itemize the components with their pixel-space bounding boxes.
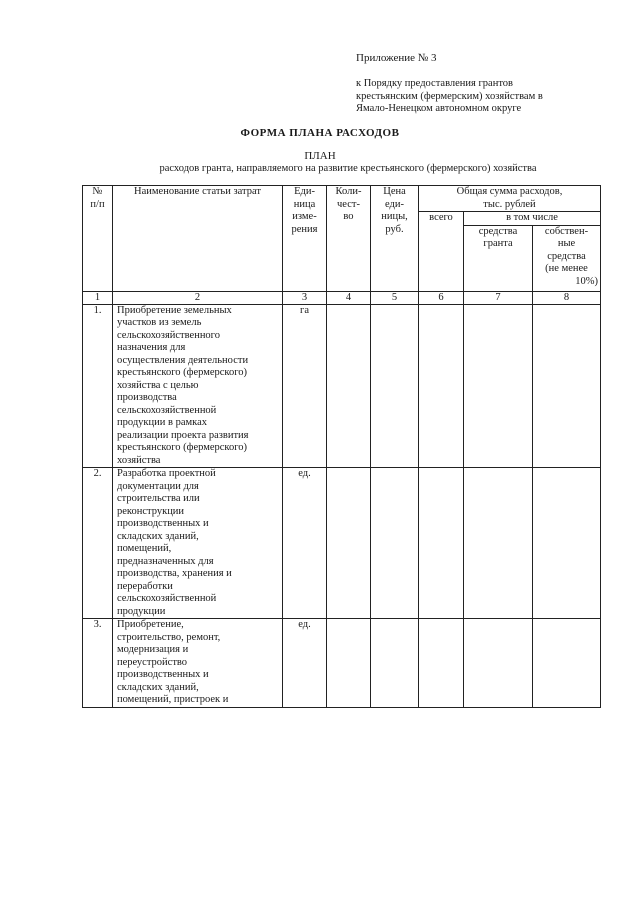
row-name-line: Приобретение земельных	[117, 304, 232, 316]
row-name-line: хозяйства с целью	[117, 379, 199, 391]
header-num-line: №	[92, 186, 103, 197]
row-unit: ед.	[283, 468, 327, 619]
row-name-line: производственных и	[117, 518, 209, 529]
header-grant-line: гранта	[483, 238, 513, 249]
row-name-line: назначения для	[117, 342, 186, 353]
row-name-line: сельскохозяйственной	[117, 404, 217, 416]
row-qty-cell[interactable]	[327, 304, 371, 468]
header-unit-line: Еди-	[294, 186, 315, 197]
row-name-line: Разработка проектной	[117, 468, 216, 479]
table-row	[83, 468, 601, 619]
header-qty	[327, 186, 371, 292]
column-number: 4	[327, 291, 371, 304]
row-name	[113, 468, 283, 619]
column-number: 7	[464, 291, 533, 304]
table-row	[83, 619, 601, 708]
row-name-line: переработки	[117, 580, 173, 592]
row-name-line: хозяйства	[117, 454, 161, 466]
row-name-line: сельскохозяйственной	[117, 593, 217, 604]
row-name-line: реализации проекта развития	[117, 429, 249, 441]
row-num: 1.	[83, 304, 113, 468]
row-name-line: производства	[117, 392, 177, 403]
row-name-line: помещений, пристроек и	[117, 694, 229, 705]
header-price	[371, 186, 419, 292]
row-name-line: участков из земель	[117, 317, 202, 328]
header-name: Наименование статьи затрат	[113, 186, 283, 292]
row-grant-cell[interactable]	[464, 304, 533, 468]
row-name-line: реконструкции	[117, 505, 185, 517]
header-qty-line: во	[343, 211, 354, 222]
row-own-cell[interactable]	[533, 619, 601, 708]
row-price-cell[interactable]	[371, 468, 419, 619]
header-unit-line: изме-	[292, 211, 317, 222]
row-own-cell[interactable]	[533, 468, 601, 619]
row-grant-cell[interactable]	[464, 468, 533, 619]
row-unit: га	[283, 304, 327, 468]
header-own-line: (не менее	[545, 263, 588, 274]
form-title: ФОРМА ПЛАНА РАСХОДОВ	[240, 127, 400, 139]
appendix-reference-line: к Порядку предоставления грантов	[356, 78, 513, 89]
row-grant-cell[interactable]	[464, 619, 533, 708]
row-name-line: складских зданий,	[117, 530, 199, 542]
header-price-line: еди-	[385, 198, 404, 210]
row-all-cell[interactable]	[419, 304, 464, 468]
row-own-cell[interactable]	[533, 304, 601, 468]
header-incl: в том числе	[464, 212, 601, 226]
header-qty-line: чест-	[337, 198, 360, 210]
header-unit	[283, 186, 327, 292]
column-number: 5	[371, 291, 419, 304]
row-name-line: модернизация и	[117, 644, 189, 655]
header-total	[419, 186, 601, 212]
row-name-line: сельскохозяйственного	[117, 329, 220, 341]
header-qty-line: Коли-	[335, 186, 362, 197]
row-all-cell[interactable]	[419, 468, 464, 619]
row-name-line: предназначенных для	[117, 555, 214, 567]
row-name-line: переустройство	[117, 656, 188, 668]
row-name-line: крестьянского (фермерского)	[117, 367, 248, 378]
plan-subtitle: расходов гранта, направляемого на развитие крестьянского (фермерского) хозяйства	[159, 163, 537, 174]
header-num	[83, 186, 113, 292]
row-name-line: документации для	[117, 480, 199, 492]
appendix-reference-line: крестьянским (фермерским) хозяйствам в	[356, 90, 543, 102]
column-number-row	[83, 291, 601, 304]
row-name-line: продукции в рамках	[117, 417, 207, 428]
row-name-line: строительство, ремонт,	[117, 631, 221, 643]
header-unit-line: рения	[291, 223, 318, 235]
row-name-line: продукции	[117, 605, 166, 617]
row-name-line: крестьянского (фермерского)	[117, 442, 248, 453]
table-row	[83, 304, 601, 468]
header-own-line: 10%)	[575, 275, 598, 287]
header-all: всего	[419, 212, 464, 292]
row-name	[113, 304, 283, 468]
row-name-line: строительства или	[117, 493, 200, 504]
column-number: 2	[113, 291, 283, 304]
appendix-reference	[356, 78, 606, 116]
expense-plan-table	[82, 185, 601, 708]
appendix-reference-line: Ямало-Ненецком автономном округе	[356, 103, 522, 114]
header-price-line: Цена	[383, 186, 406, 197]
row-name-line: производства, хранения и	[117, 568, 232, 579]
header-total-line: тыс. рублей	[483, 198, 536, 210]
header-own-line: ные	[557, 238, 576, 249]
row-price-cell[interactable]	[371, 619, 419, 708]
column-number: 8	[533, 291, 601, 304]
column-number: 3	[283, 291, 327, 304]
header-own-line: средства	[547, 250, 586, 262]
row-unit: ед.	[283, 619, 327, 708]
column-number: 1	[83, 291, 113, 304]
header-num-line: п/п	[90, 198, 105, 210]
row-name	[113, 619, 283, 708]
row-qty-cell[interactable]	[327, 468, 371, 619]
row-num: 3.	[83, 619, 113, 708]
row-num: 2.	[83, 468, 113, 619]
header-grant	[464, 225, 533, 291]
plan-title: ПЛАН	[304, 150, 336, 162]
header-price-line: ницы,	[381, 211, 408, 222]
row-price-cell[interactable]	[371, 304, 419, 468]
row-name-line: складских зданий,	[117, 681, 199, 693]
appendix-title: Приложение № 3	[356, 52, 437, 64]
row-qty-cell[interactable]	[327, 619, 371, 708]
header-grant-line: средства	[478, 225, 518, 237]
row-name-line: производственных и	[117, 669, 209, 680]
header-unit-line: ница	[293, 198, 316, 210]
header-price-line: руб.	[385, 223, 404, 235]
header-total-line: Общая сумма расходов,	[456, 186, 563, 197]
column-number: 6	[419, 291, 464, 304]
row-name-line: Приобретение,	[117, 619, 184, 630]
row-name-line: осуществления деятельности	[117, 354, 249, 366]
header-own-line: собствен-	[544, 225, 589, 237]
row-all-cell[interactable]	[419, 619, 464, 708]
header-own	[533, 225, 601, 291]
row-name-line: помещений,	[117, 543, 172, 554]
